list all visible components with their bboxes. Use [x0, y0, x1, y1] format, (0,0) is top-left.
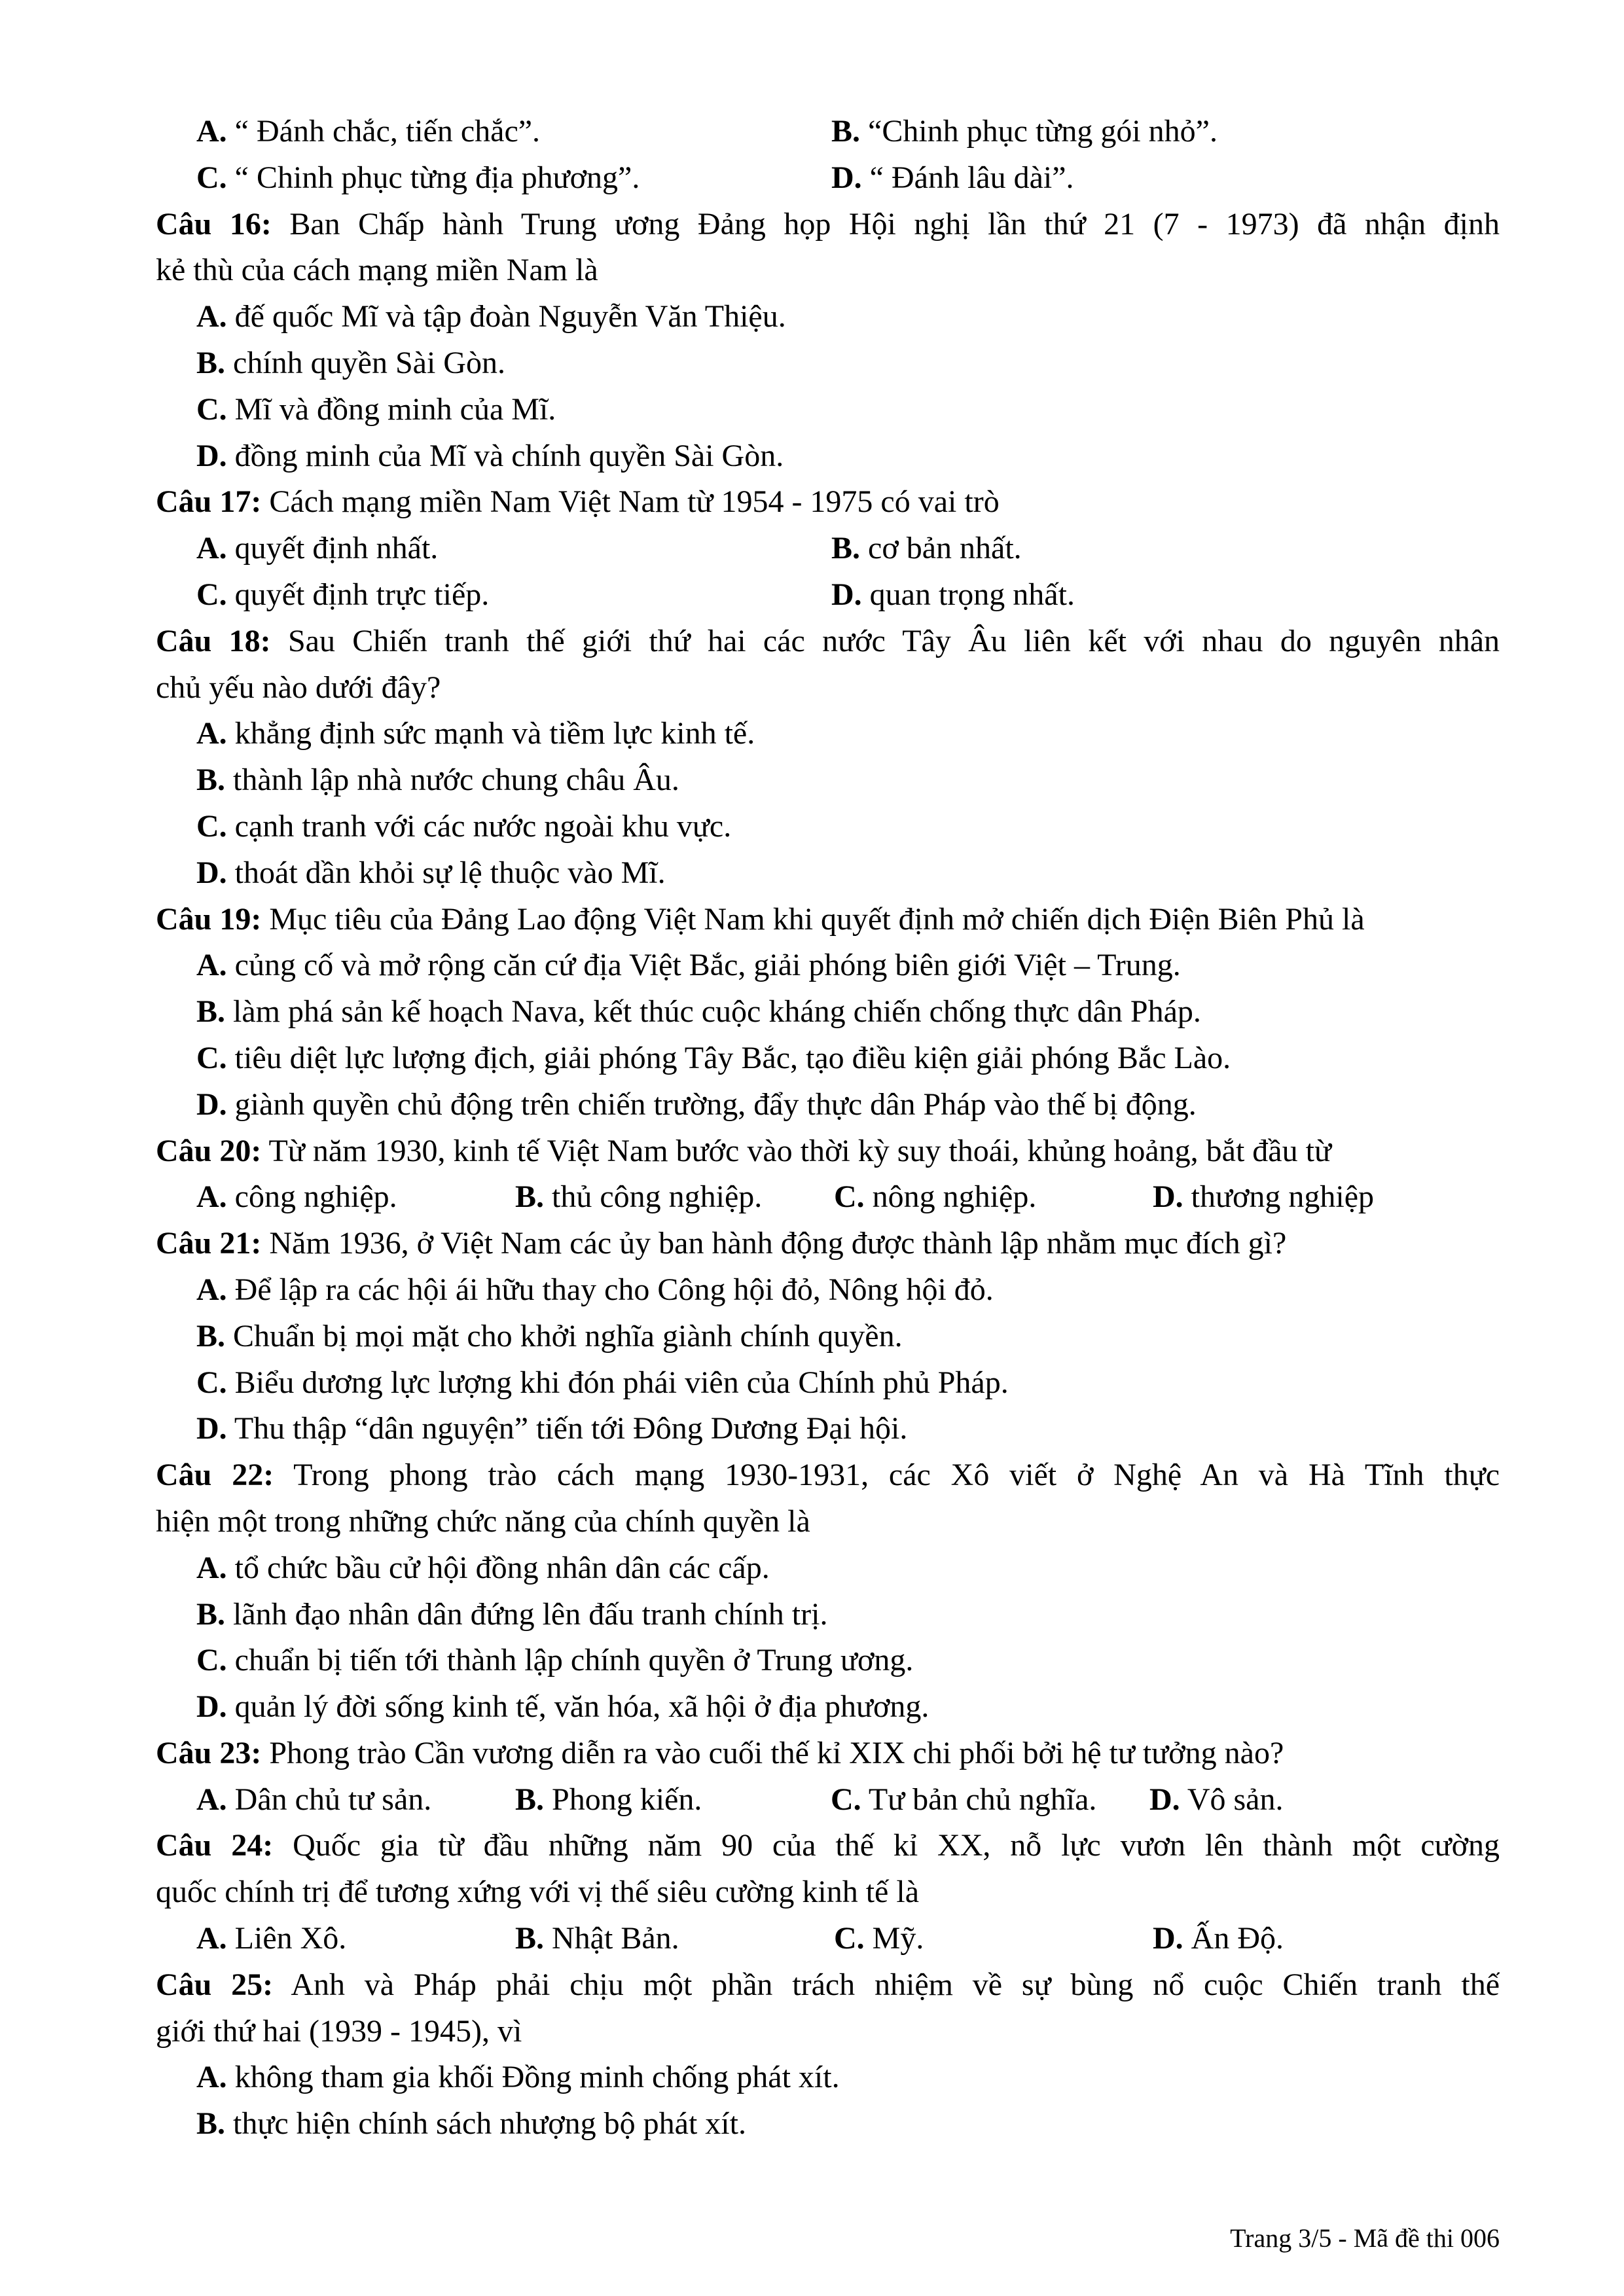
option-c: C. “ Chinh phục từng địa phương”.	[196, 160, 640, 195]
question-stem-cont: quốc chính trị để tương xứng với vị thế siêu cường kinh tế là	[156, 1874, 919, 1910]
option-b: B. “Chinh phục từng gói nhỏ”.	[831, 114, 1218, 149]
option-a: A. củng cố và mở rộng căn cứ địa Việt Bắc, giải phóng biên giới Việt – Trung.	[196, 948, 1181, 983]
option-d: D. quản lý đời sống kinh tế, văn hóa, xã hội ở địa phương.	[196, 1689, 929, 1725]
question-23	[156, 1731, 1500, 1823]
question-16	[156, 202, 1500, 480]
option-c: C. quyết định trực tiếp.	[196, 577, 490, 612]
option-d: D. đồng minh của Mĩ và chính quyền Sài Gòn.	[196, 438, 784, 473]
question-stem: Câu 16: Ban Chấp hành Trung ương Đảng họp Hội nghị lần thứ 21 (7 - 1973) đã nhận định	[156, 206, 1500, 242]
option-row	[156, 1174, 1500, 1221]
option-c: C. Mỹ.	[834, 1921, 924, 1956]
option-a: A. Liên Xô.	[196, 1921, 347, 1956]
option-a: A. quyết định nhất.	[196, 531, 439, 566]
option-a: A. công nghiệp.	[196, 1179, 397, 1215]
option-b: B. làm phá sản kế hoạch Nava, kết thúc cuộc kháng chiến chống thực dân Pháp.	[196, 994, 1201, 1030]
option-c: C. Mĩ và đồng minh của Mĩ.	[196, 391, 556, 427]
option-a: A. không tham gia khối Đồng minh chống phát xít.	[196, 2060, 840, 2095]
option-row	[156, 109, 1500, 155]
question-18	[156, 619, 1500, 897]
option-d: D. Thu thập “dân nguyện” tiến tới Đông Dương Đại hội.	[196, 1411, 908, 1446]
question-25	[156, 1962, 1500, 2147]
question-24	[156, 1823, 1500, 1962]
question-stem-cont: chủ yếu nào dưới đây?	[156, 670, 441, 705]
option-d: D. thoát dần khỏi sự lệ thuộc vào Mĩ.	[196, 855, 666, 890]
question-stem: Câu 19: Mục tiêu của Đảng Lao động Việt Nam khi quyết định mở chiến dịch Điện Biên Phủ là	[156, 901, 1365, 937]
page-footer: Trang 3/5 - Mã đề thi 006	[1230, 2223, 1500, 2253]
option-row	[156, 572, 1500, 619]
option-c: C. cạnh tranh với các nước ngoài khu vực.	[196, 808, 732, 844]
option-b: B. chính quyền Sài Gòn.	[196, 345, 505, 380]
question-stem: Câu 25: Anh và Pháp phải chịu một phần trách nhiệm về sự bùng nổ cuộc Chiến tranh thế	[156, 1967, 1500, 2002]
option-row	[156, 155, 1500, 202]
question-stem-cont: kẻ thù của cách mạng miền Nam là	[156, 253, 598, 288]
option-b: B. Phong kiến.	[515, 1782, 702, 1817]
option-b: B. thực hiện chính sách nhượng bộ phát xít.	[196, 2106, 746, 2142]
option-d: D. “ Đánh lâu dài”.	[831, 160, 1074, 195]
question-stem: Câu 23: Phong trào Cần vương diễn ra vào cuối thế kỉ XIX chi phối bởi hệ tư tưởng nào?	[156, 1735, 1284, 1770]
option-c: C. nông nghiệp.	[834, 1179, 1037, 1215]
option-a: A. đế quốc Mĩ và tập đoàn Nguyễn Văn Thiệu.	[196, 299, 786, 334]
option-a: A. “ Đánh chắc, tiến chắc”.	[196, 114, 541, 149]
question-stem: Câu 21: Năm 1936, ở Việt Nam các ủy ban hành động được thành lập nhằm mục đích gì?	[156, 1226, 1287, 1261]
option-d: D. quan trọng nhất.	[831, 577, 1075, 612]
question-21	[156, 1221, 1500, 1452]
option-row	[156, 1916, 1500, 1962]
option-d: D. Ấn Độ.	[1153, 1921, 1284, 1956]
question-stem: Câu 17: Cách mạng miền Nam Việt Nam từ 1954 - 1975 có vai trò	[156, 484, 1000, 520]
question-stem: Câu 20: Từ năm 1930, kinh tế Việt Nam bước vào thời kỳ suy thoái, khủng hoảng, bắt đầu từ	[156, 1133, 1331, 1168]
question-stem: Câu 22: Trong phong trào cách mạng 1930-1931, các Xô viết ở Nghệ An và Hà Tĩnh thực	[156, 1458, 1500, 1493]
option-b: B. Chuẩn bị mọi mặt cho khởi nghĩa giành chính quyền.	[196, 1318, 903, 1354]
question-19	[156, 897, 1500, 1128]
question-22	[156, 1452, 1500, 1731]
option-d: D. thương nghiệp	[1153, 1179, 1375, 1215]
question-17	[156, 479, 1500, 618]
option-a: A. Để lập ra các hội ái hữu thay cho Công hội đỏ, Nông hội đỏ.	[196, 1272, 994, 1307]
question-stem-cont: hiện một trong những chức năng của chính quyền là	[156, 1503, 810, 1539]
option-d: D. Vô sản.	[1149, 1782, 1284, 1817]
option-b: B. thủ công nghiệp.	[515, 1179, 763, 1215]
question-stem: Câu 18: Sau Chiến tranh thế giới thứ hai các nước Tây Âu liên kết với nhau do nguyên nhân	[156, 623, 1500, 658]
question-20	[156, 1128, 1500, 1221]
option-c: C. Biểu dương lực lượng khi đón phái viên của Chính phủ Pháp.	[196, 1365, 1009, 1400]
option-c: C. Tư bản chủ nghĩa.	[831, 1782, 1097, 1817]
option-a: A. tổ chức bầu cử hội đồng nhân dân các cấp.	[196, 1550, 770, 1585]
option-a: A. khẳng định sức mạnh và tiềm lực kinh tế.	[196, 716, 755, 751]
option-d: D. giành quyền chủ động trên chiến trường, đẩy thực dân Pháp vào thế bị động.	[196, 1086, 1197, 1122]
question-stem: Câu 24: Quốc gia từ đầu những năm 90 của thế kỉ XX, nỗ lực vươn lên thành một cường	[156, 1828, 1500, 1863]
option-row	[156, 1777, 1500, 1823]
option-b: B. cơ bản nhất.	[831, 531, 1022, 566]
question-stem-cont: giới thứ hai (1939 - 1945), vì	[156, 2013, 522, 2049]
option-b: B. Nhật Bản.	[515, 1921, 679, 1956]
option-b: B. lãnh đạo nhân dân đứng lên đấu tranh chính trị.	[196, 1596, 828, 1632]
option-c: C. chuẩn bị tiến tới thành lập chính quyền ở Trung ương.	[196, 1643, 914, 1678]
option-c: C. tiêu diệt lực lượng địch, giải phóng Tây Bắc, tạo điều kiện giải phóng Bắc Lào.	[196, 1040, 1231, 1075]
option-a: A. Dân chủ tư sản.	[196, 1782, 432, 1817]
option-row	[156, 526, 1500, 572]
option-b: B. thành lập nhà nước chung châu Âu.	[196, 762, 679, 798]
